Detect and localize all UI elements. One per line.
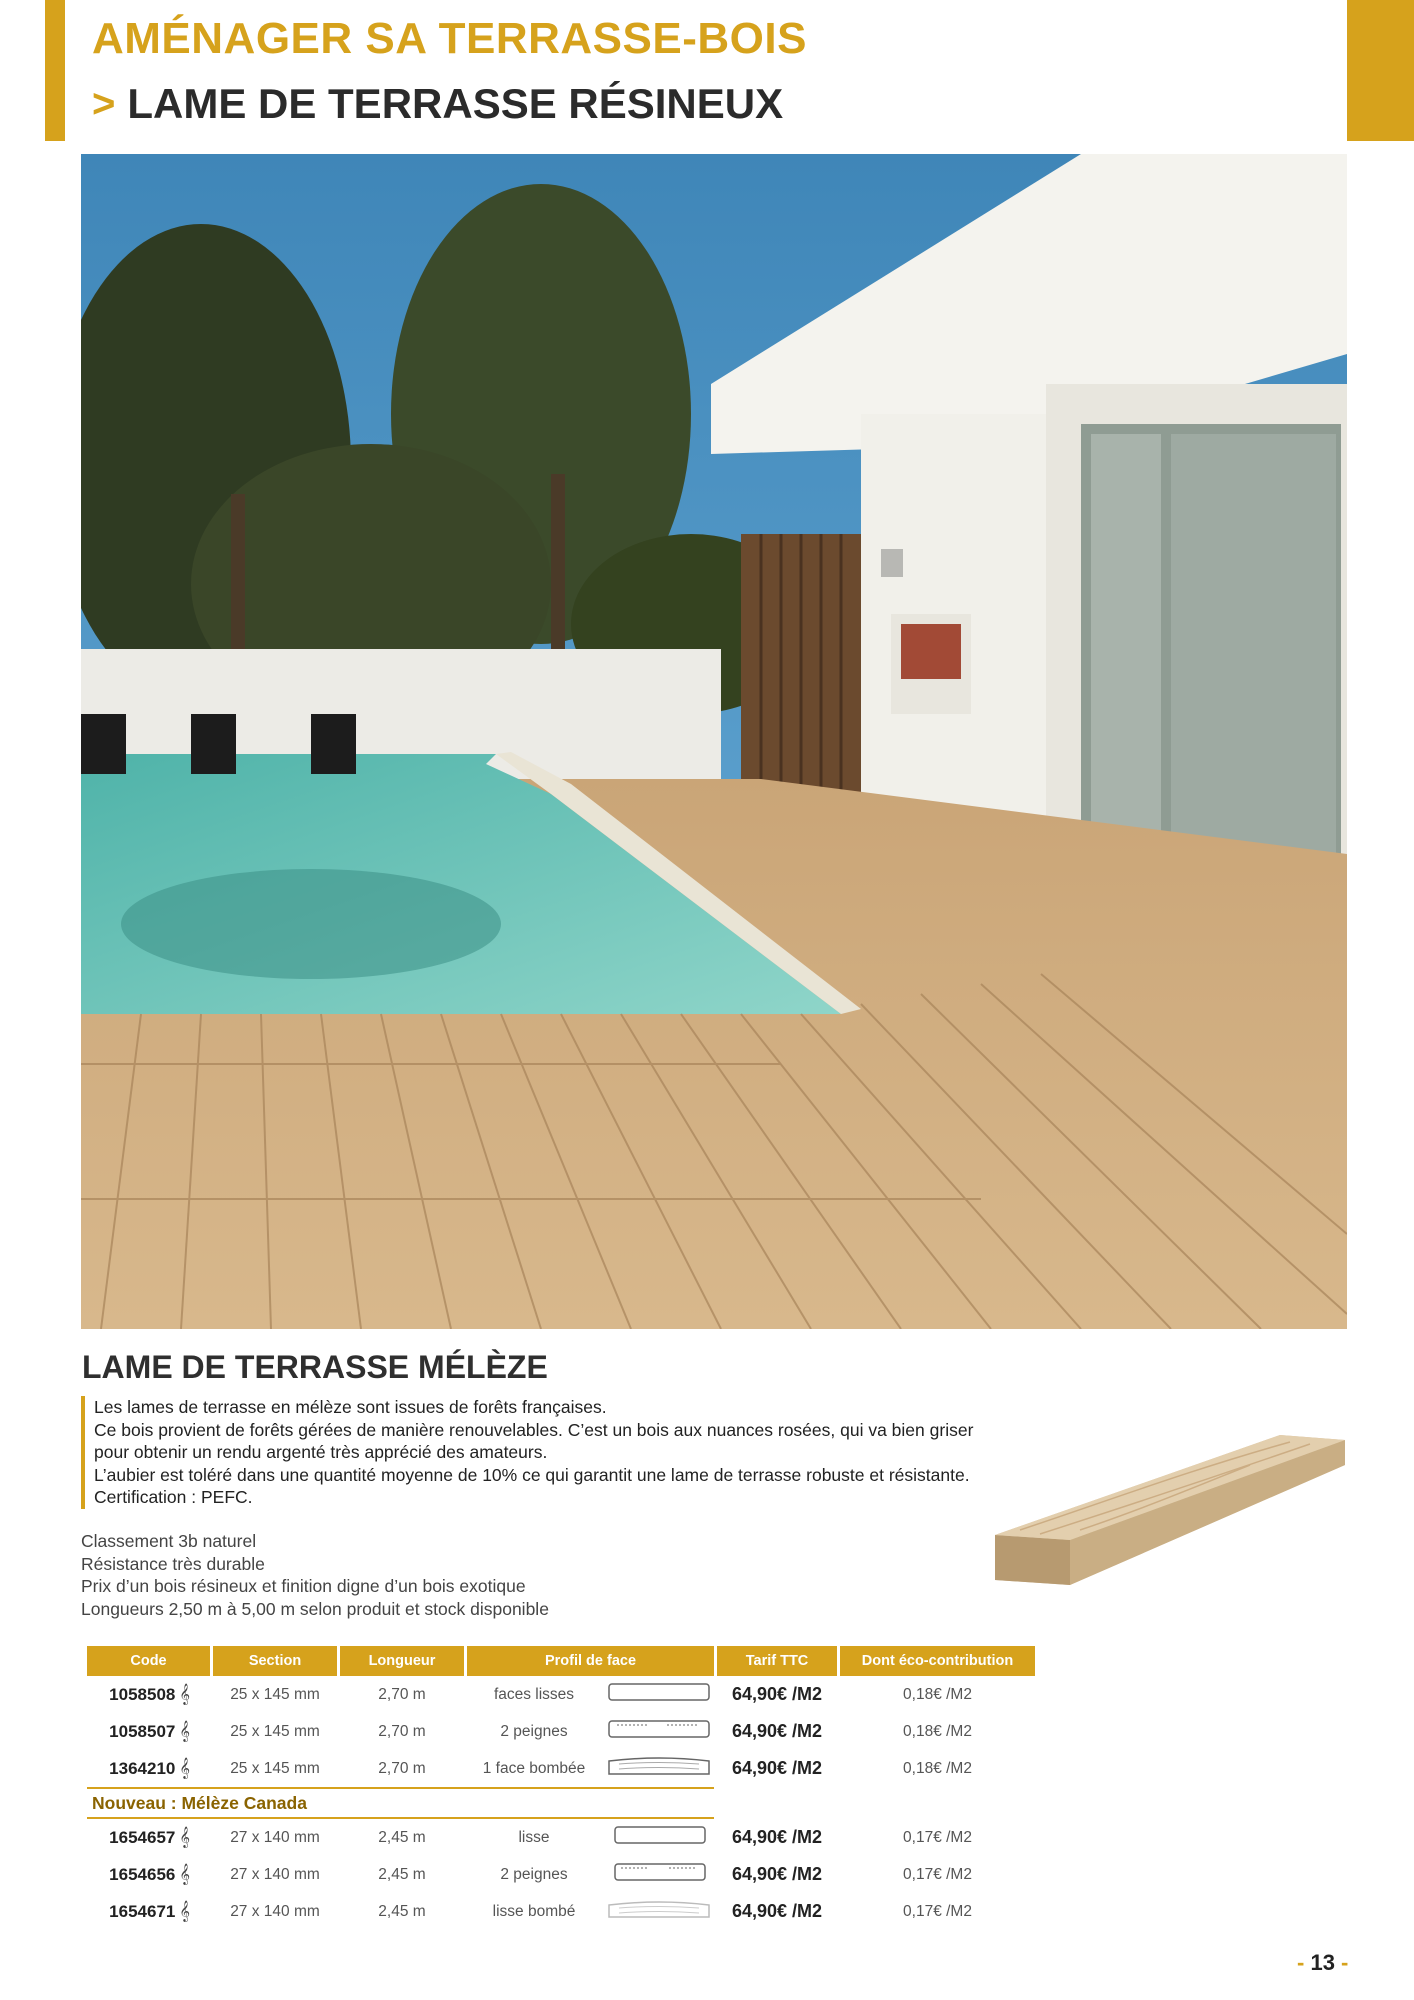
column-header-price: Tarif TTC (717, 1646, 837, 1676)
grooved-profile-icon (604, 1713, 714, 1750)
header-accent-bar-left (45, 0, 65, 141)
product-profile: lisse bombé (492, 1902, 576, 1920)
product-section: 27 x 140 mm (230, 1865, 320, 1883)
product-profile: 1 face bombée (482, 1759, 586, 1777)
barcode-icon: 𝄞 (179, 1827, 190, 1847)
product-price: 64,90€ /M2 (731, 1864, 823, 1884)
table-row (87, 1856, 1035, 1893)
page-number: - 13 - (1297, 1950, 1349, 1975)
terrace-pool-photo (81, 154, 1347, 1329)
column-header-code: Code (87, 1646, 210, 1676)
product-eco-contribution: 0,17€ /M2 (903, 1828, 972, 1846)
page-subtitle: LAME DE TERRASSE RÉSINEUX (127, 80, 784, 127)
feature-line: Résistance très durable (81, 1553, 265, 1574)
product-price: 64,90€ /M2 (731, 1901, 823, 1921)
page-title: AMÉNAGER SA TERRASSE-BOIS (92, 14, 807, 63)
description-line: L’aubier est toléré dans une quantité moyenne de 10% ce qui garantit une lame de terrasse robuste et résistante. (94, 1464, 970, 1485)
table-subheading: Nouveau : Mélèze Canada (87, 1787, 714, 1819)
barcode-icon: 𝄞 (179, 1901, 190, 1921)
product-eco-contribution: 0,18€ /M2 (903, 1685, 972, 1703)
product-length: 2,70 m (378, 1759, 426, 1777)
chevron-right-icon: > (92, 82, 116, 126)
product-price: 64,90€ /M2 (731, 1721, 823, 1741)
curved-profile-icon (604, 1750, 714, 1787)
table-subheading-row (87, 1787, 1035, 1819)
feature-line: Longueurs 2,50 m à 5,00 m selon produit et stock disponible (81, 1598, 549, 1619)
product-length: 2,70 m (378, 1722, 426, 1740)
product-code: 1654656 𝄞 (109, 1864, 190, 1884)
description-line: Les lames de terrasse en mélèze sont issues de forêts françaises. (94, 1397, 607, 1417)
product-eco-contribution: 0,17€ /M2 (903, 1902, 972, 1920)
column-header-length: Longueur (340, 1646, 464, 1676)
feature-line: Classement 3b naturel (81, 1531, 257, 1551)
product-price: 64,90€ /M2 (731, 1758, 823, 1778)
barcode-icon: 𝄞 (179, 1864, 190, 1884)
feature-line: Prix d’un bois résineux et finition digne d’un bois exotique (81, 1576, 526, 1596)
product-length: 2,45 m (378, 1865, 426, 1883)
product-eco-contribution: 0,18€ /M2 (903, 1759, 972, 1777)
description-line: Certification : PEFC. (94, 1487, 253, 1507)
column-header-eco: Dont éco-contribution (840, 1646, 1035, 1676)
table-row (87, 1750, 1035, 1787)
table-row (87, 1676, 1035, 1713)
barcode-icon: 𝄞 (179, 1721, 190, 1741)
product-section-title: LAME DE TERRASSE MÉLÈZE (82, 1349, 548, 1385)
column-header-profile: Profil de face (467, 1646, 714, 1676)
product-profile: lisse (518, 1828, 550, 1846)
product-profile: faces lisses (493, 1685, 575, 1703)
product-features (81, 1530, 549, 1620)
product-length: 2,45 m (378, 1828, 426, 1846)
barcode-icon: 𝄞 (179, 1758, 190, 1778)
product-code: 1058507 𝄞 (109, 1721, 190, 1741)
table-row (87, 1819, 1035, 1856)
product-table (84, 1646, 1038, 1930)
product-profile: 2 peignes (500, 1865, 568, 1883)
product-section: 25 x 145 mm (230, 1759, 320, 1777)
table-row (87, 1893, 1035, 1930)
product-length: 2,70 m (378, 1685, 426, 1703)
table-row (87, 1713, 1035, 1750)
subtitle-row (92, 80, 783, 128)
description-line: pour obtenir un rendu argenté très apprécié des amateurs. (94, 1442, 548, 1462)
wood-plank-image (990, 1430, 1350, 1600)
product-code: 1654657 𝄞 (109, 1827, 190, 1847)
flat-profile-icon (604, 1819, 714, 1856)
description-line: Ce bois provient de forêts gérées de manière renouvelables. C’est un bois aux nuances rosées, qui va bien griser (94, 1419, 974, 1440)
curved-profile-icon (604, 1893, 714, 1930)
product-code: 1654671 𝄞 (109, 1901, 190, 1921)
table-header-row (87, 1646, 1035, 1676)
grooved-profile-icon (604, 1856, 714, 1893)
product-section: 25 x 145 mm (230, 1685, 320, 1703)
header-accent-bar-right (1347, 0, 1414, 141)
product-description (81, 1396, 1024, 1509)
product-eco-contribution: 0,17€ /M2 (903, 1865, 972, 1883)
product-code: 1058508 𝄞 (109, 1684, 190, 1704)
product-section: 25 x 145 mm (230, 1722, 320, 1740)
product-price: 64,90€ /M2 (731, 1684, 823, 1704)
product-section: 27 x 140 mm (230, 1902, 320, 1920)
barcode-icon: 𝄞 (179, 1684, 190, 1704)
product-price: 64,90€ /M2 (731, 1827, 823, 1847)
flat-profile-icon (604, 1676, 714, 1713)
column-header-section: Section (213, 1646, 337, 1676)
product-profile: 2 peignes (500, 1722, 568, 1740)
product-length: 2,45 m (378, 1902, 426, 1920)
product-section: 27 x 140 mm (230, 1828, 320, 1846)
product-eco-contribution: 0,18€ /M2 (903, 1722, 972, 1740)
product-code: 1364210 𝄞 (109, 1758, 190, 1778)
